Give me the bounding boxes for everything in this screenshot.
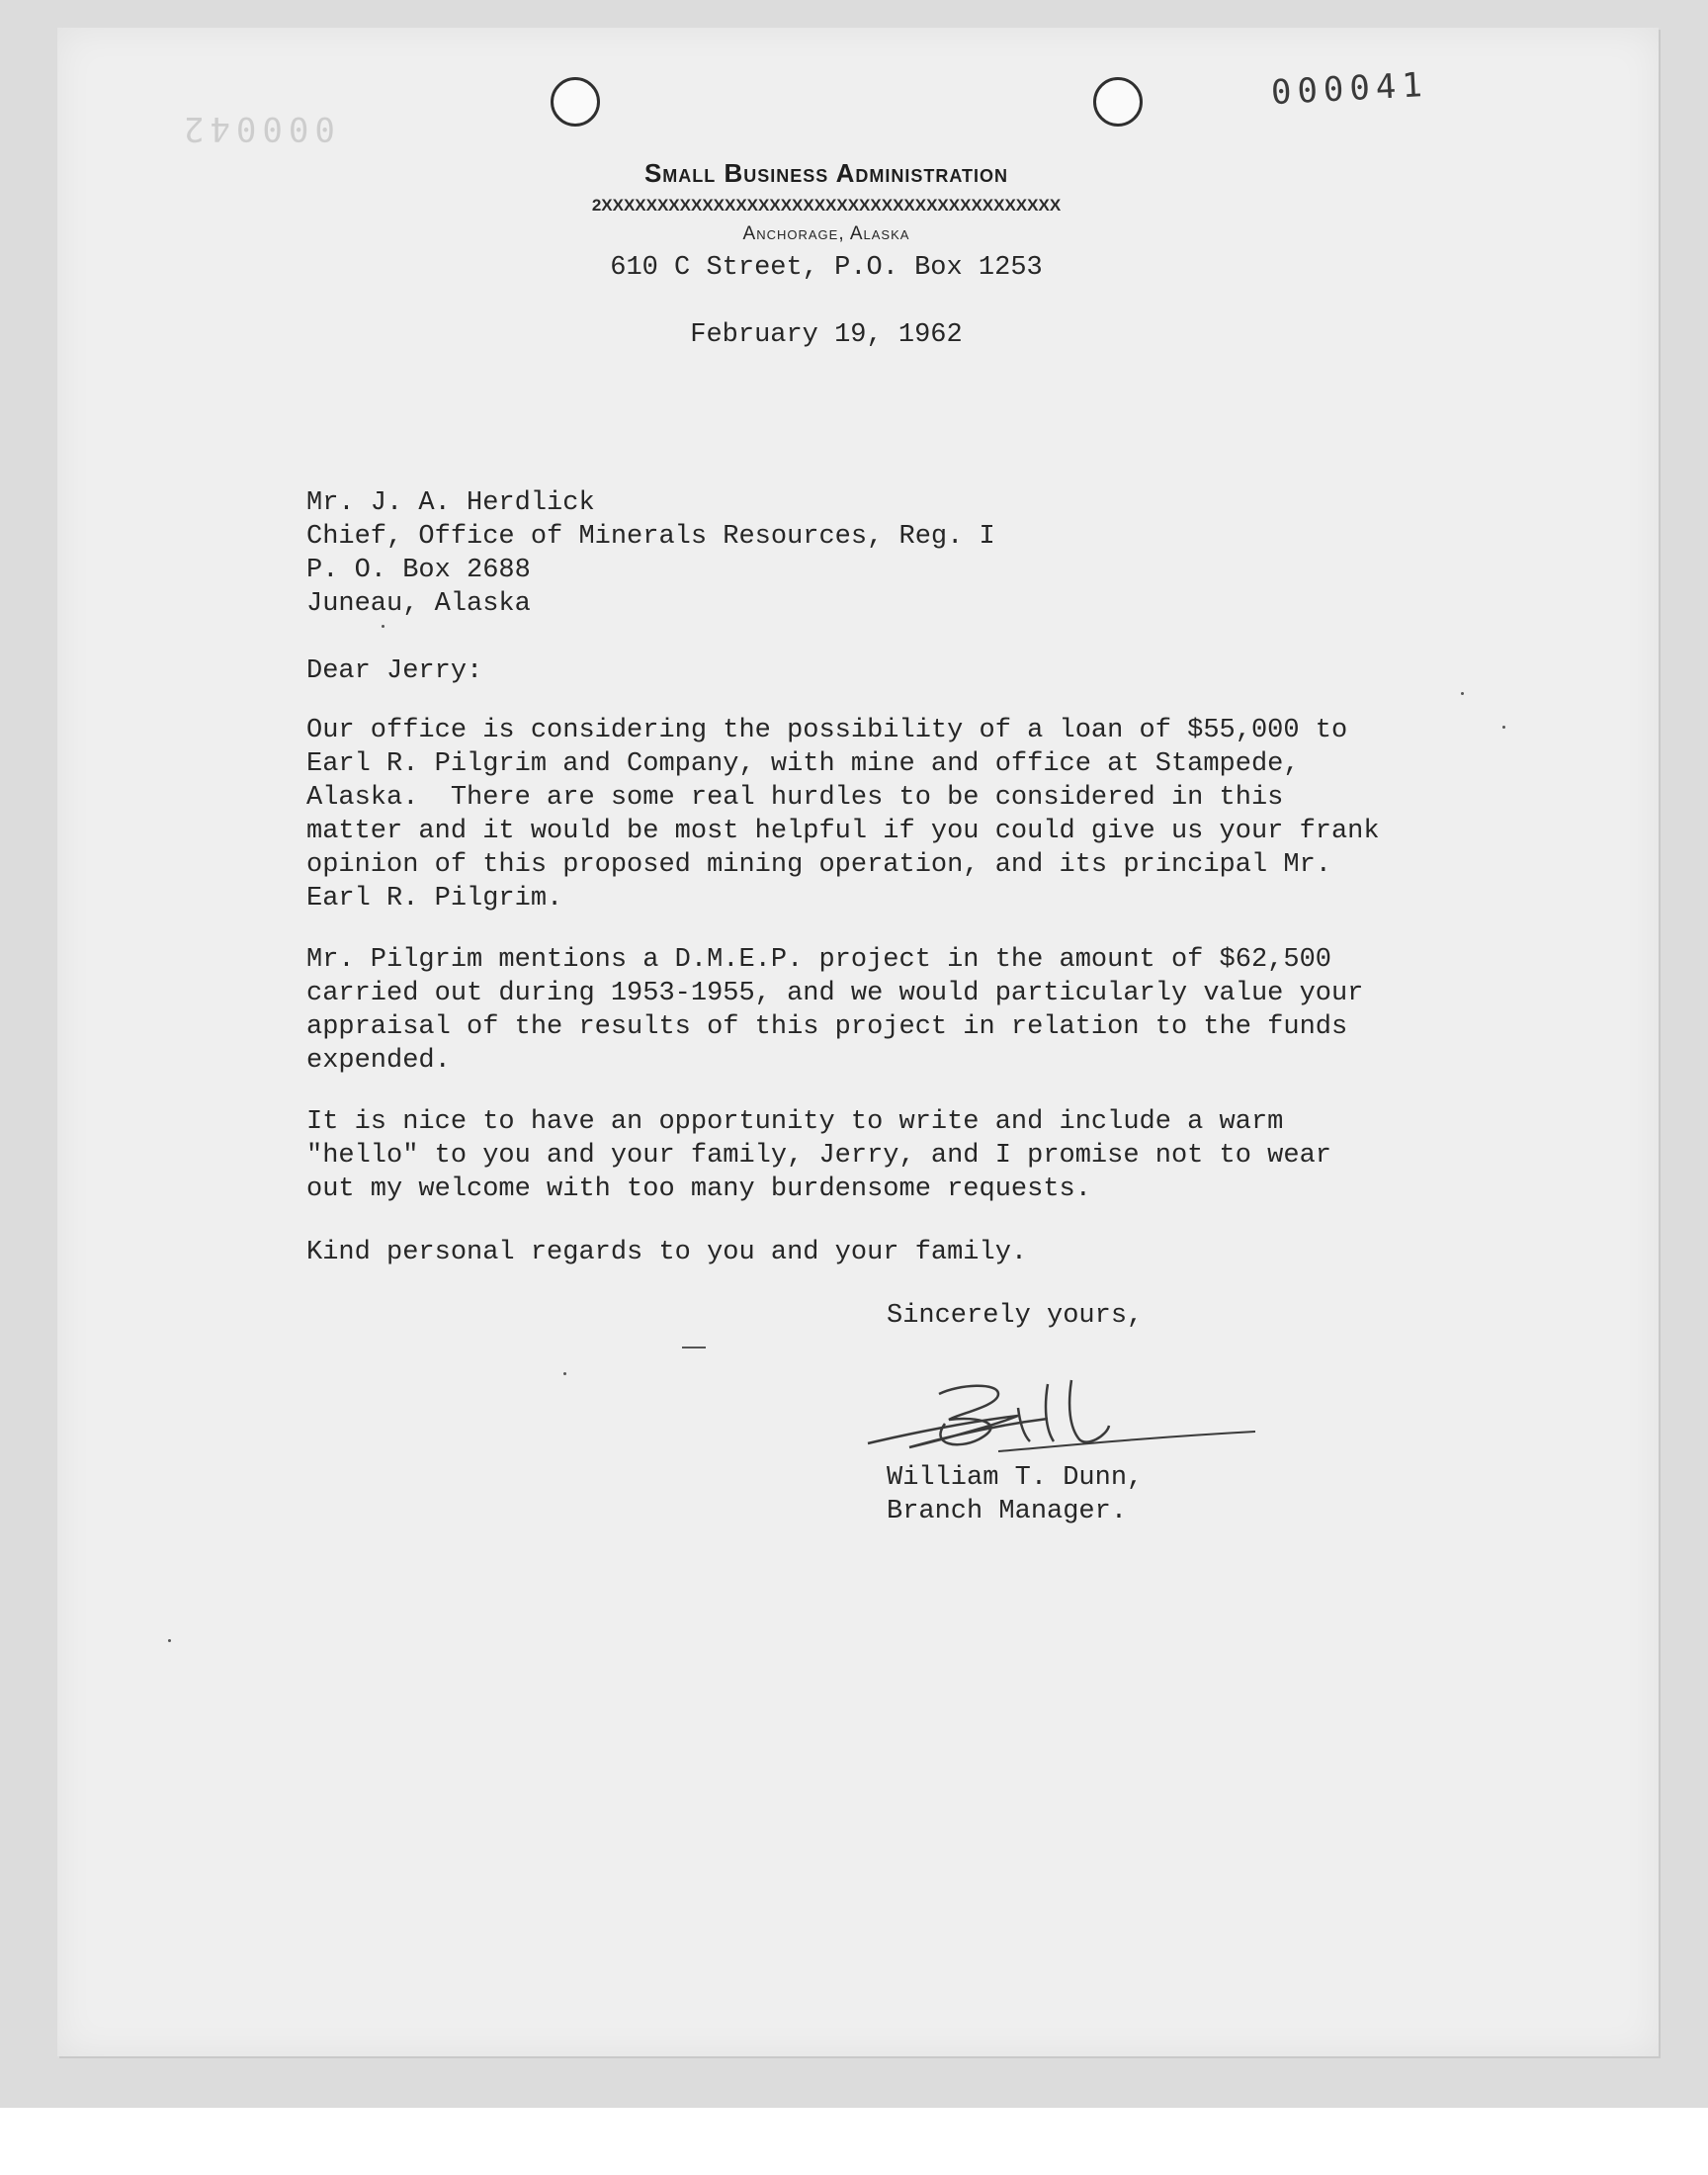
body-line: Alaska. There are some real hurdles to be considered in this	[306, 783, 1284, 813]
scan-speck	[168, 1639, 171, 1642]
salutation: Dear Jerry:	[306, 656, 483, 686]
document-number-stamp: 000041	[1270, 64, 1429, 114]
scan-speck	[563, 1372, 566, 1375]
letter-date: February 19, 1962	[690, 320, 963, 350]
body-line: carried out during 1953-1955, and we would particularly value your	[306, 979, 1364, 1008]
signer-name: William T. Dunn,	[887, 1463, 1144, 1493]
body-line: Our office is considering the possibility of a loan of $55,000 to	[306, 716, 1348, 745]
letterhead-address: 610 C Street, P.O. Box 1253	[610, 253, 1043, 283]
recipient-city: Juneau, Alaska	[306, 589, 531, 619]
punch-hole-right	[1093, 77, 1143, 127]
body-line: It is nice to have an opportunity to write and include a warm	[306, 1107, 1284, 1137]
body-line: out my welcome with too many burdensome requests.	[306, 1174, 1091, 1204]
body-line: matter and it would be most helpful if you could give us your frank	[306, 817, 1380, 846]
scan-bottom-margin	[0, 2108, 1708, 2175]
bleed-through-number: 000042	[178, 109, 335, 148]
recipient-title: Chief, Office of Minerals Resources, Reg. I	[306, 522, 995, 552]
body-line: "hello" to you and your family, Jerry, and I promise not to wear	[306, 1141, 1331, 1171]
body-line: Mr. Pilgrim mentions a D.M.E.P. project in the amount of $62,500	[306, 945, 1331, 975]
scan-speck	[382, 625, 384, 628]
signer-title: Branch Manager.	[887, 1497, 1128, 1526]
body-line: expended.	[306, 1046, 451, 1076]
handwritten-signature	[850, 1364, 1265, 1473]
body-line: Earl R. Pilgrim.	[306, 884, 563, 914]
recipient-box: P. O. Box 2688	[306, 556, 531, 585]
letterhead-struck-address: 2XXXXXXXXXXXXXXXXXXXXXXXXXXXXXXXXXXXXXXXXX	[591, 196, 1062, 215]
punch-hole-left	[551, 77, 600, 127]
body-line: Kind personal regards to you and your family.	[306, 1238, 1028, 1267]
scan-mark	[682, 1347, 706, 1348]
scan-speck	[1502, 726, 1505, 729]
body-line: Earl R. Pilgrim and Company, with mine and office at Stampede,	[306, 749, 1300, 779]
recipient-name: Mr. J. A. Herdlick	[306, 488, 595, 518]
closing: Sincerely yours,	[887, 1301, 1144, 1331]
scan-speck	[1461, 692, 1464, 695]
body-line: appraisal of the results of this project in relation to the funds	[306, 1012, 1348, 1042]
letterhead-agency: Small Business Administration	[643, 158, 1009, 188]
letterhead-city: Anchorage, Alaska	[742, 223, 910, 244]
body-line: opinion of this proposed mining operation, and its principal Mr.	[306, 850, 1331, 880]
